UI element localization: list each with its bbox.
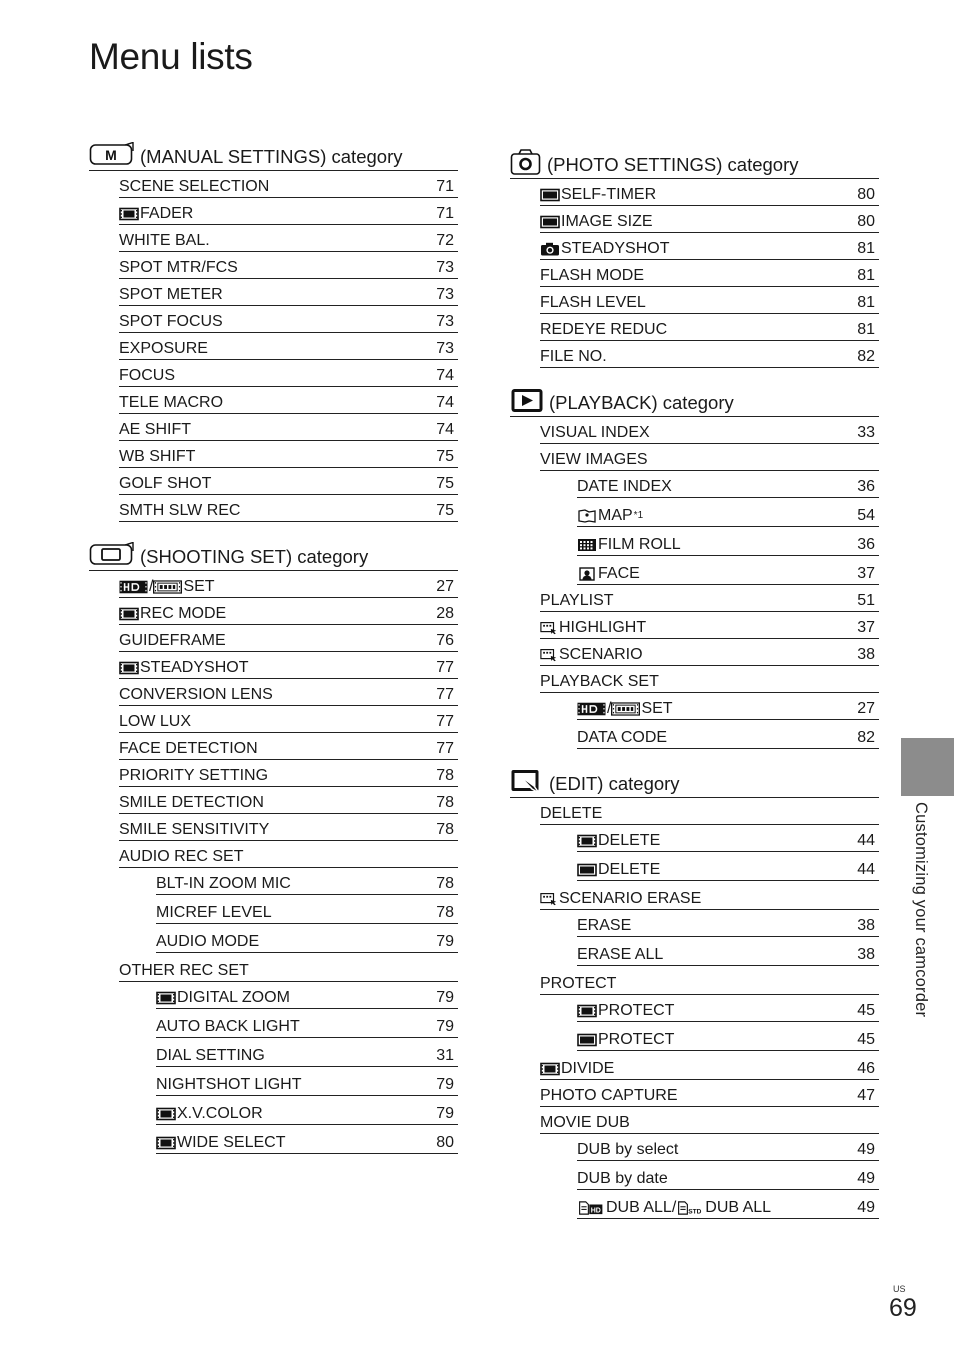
- page-number: 69: [889, 1294, 917, 1322]
- photo-icon: [577, 1033, 597, 1047]
- dub-hd-icon: [577, 1201, 605, 1215]
- menu-item-rec-mode[interactable]: REC MODE 28: [119, 598, 458, 625]
- movie-icon: [156, 991, 176, 1005]
- right-column: [510, 144, 879, 1233]
- manual-icon: [89, 142, 135, 168]
- menu-item-exposure[interactable]: EXPOSURE 73: [119, 333, 458, 360]
- menu-item-image-size[interactable]: IMAGE SIZE 80: [540, 206, 879, 233]
- movie-icon: [577, 834, 597, 848]
- menu-item-highlight[interactable]: HIGHLIGHT 37: [540, 612, 879, 639]
- menu-item-digital-zoom[interactable]: DIGITAL ZOOM 79: [156, 982, 458, 1009]
- menu-item-dub-all[interactable]: DUB ALL/ DUB ALL 49: [577, 1190, 879, 1219]
- menu-item-audio-rec-set[interactable]: AUDIO REC SET: [119, 841, 458, 868]
- menu-item-playback-hd-std-set[interactable]: / SET 27: [577, 693, 879, 720]
- menu-item-auto-back-light[interactable]: AUTO BACK LIGHT 79: [156, 1009, 458, 1038]
- menu-item-erase[interactable]: ERASE 38: [577, 910, 879, 937]
- playback-section: [510, 382, 879, 749]
- menu-item-photo-capture[interactable]: PHOTO CAPTURE 47: [540, 1080, 879, 1107]
- menu-item-wb-shift[interactable]: WB SHIFT 75: [119, 441, 458, 468]
- menu-item-view-images[interactable]: VIEW IMAGES: [540, 444, 879, 471]
- movie-icon: [156, 1136, 176, 1150]
- menu-item-photo-steadyshot[interactable]: STEADYSHOT 81: [540, 233, 879, 260]
- menu-item-spot-mtr-fcs[interactable]: SPOT MTR/FCS 73: [119, 252, 458, 279]
- menu-item-scenario[interactable]: SCENARIO 38: [540, 639, 879, 666]
- movie-icon: [119, 661, 139, 675]
- menu-item-smile-detection[interactable]: SMILE DETECTION 78: [119, 787, 458, 814]
- menu-item-ae-shift[interactable]: AE SHIFT 74: [119, 414, 458, 441]
- menu-item-file-no[interactable]: FILE NO. 82: [540, 341, 879, 368]
- menu-item-movie-dub[interactable]: MOVIE DUB: [540, 1107, 879, 1134]
- menu-item-redeye-reduc[interactable]: REDEYE REDUC 81: [540, 314, 879, 341]
- menu-item-low-lux[interactable]: LOW LUX 77: [119, 706, 458, 733]
- menu-item-nightshot-light[interactable]: NIGHTSHOT LIGHT 79: [156, 1067, 458, 1096]
- menu-item-delete-movie[interactable]: DELETE 44: [577, 825, 879, 852]
- photo-settings-section: [510, 144, 879, 368]
- menu-item-other-rec-set[interactable]: OTHER REC SET: [119, 953, 458, 982]
- menu-item-face-detection[interactable]: FACE DETECTION 77: [119, 733, 458, 760]
- menu-item-white-bal[interactable]: WHITE BAL. 72: [119, 225, 458, 252]
- menu-item-spot-focus[interactable]: SPOT FOCUS 73: [119, 306, 458, 333]
- menu-item-audio-mode[interactable]: AUDIO MODE 79: [156, 924, 458, 953]
- scenario-icon: [540, 892, 558, 906]
- menu-item-visual-index[interactable]: VISUAL INDEX 33: [540, 417, 879, 444]
- menu-item-dial-setting[interactable]: DIAL SETTING 31: [156, 1038, 458, 1067]
- menu-item-wide-select[interactable]: WIDE SELECT 80: [156, 1125, 458, 1154]
- menu-item-erase-all[interactable]: ERASE ALL 38: [577, 937, 879, 966]
- edit-section: [510, 763, 879, 1219]
- edit-header: [510, 763, 879, 798]
- menu-item-focus[interactable]: FOCUS 74: [119, 360, 458, 387]
- section-title: (MANUAL SETTINGS) category: [140, 146, 403, 167]
- menu-item-flash-mode[interactable]: FLASH MODE 81: [540, 260, 879, 287]
- menu-item-data-code[interactable]: DATA CODE 82: [577, 720, 879, 749]
- movie-icon: [540, 1062, 560, 1076]
- menu-item-playlist[interactable]: PLAYLIST 51: [540, 585, 879, 612]
- section-title: (PHOTO SETTINGS) category: [547, 154, 799, 175]
- movie-icon: [119, 607, 139, 621]
- page-title: Menu lists: [89, 36, 253, 77]
- menu-item-hd-std-set[interactable]: / SET 27: [119, 571, 458, 598]
- menu-item-film-roll[interactable]: FILM ROLL 36: [577, 527, 879, 556]
- side-tab-text: Customizing your camcorder: [912, 802, 930, 1018]
- menu-item-xv-color[interactable]: X.V.COLOR 79: [156, 1096, 458, 1125]
- menu-item-spot-meter[interactable]: SPOT METER 73: [119, 279, 458, 306]
- menu-item-protect-movie[interactable]: PROTECT 45: [577, 995, 879, 1022]
- edit-icon: [510, 767, 544, 795]
- svg-text:M: M: [105, 147, 117, 163]
- movie-icon: [119, 207, 139, 221]
- menu-item-blt-in-zoom-mic[interactable]: BLT-IN ZOOM MIC 78: [156, 868, 458, 895]
- dub-std-icon: [676, 1201, 704, 1215]
- menu-item-smile-sensitivity[interactable]: SMILE SENSITIVITY 78: [119, 814, 458, 841]
- shooting-set-header: [89, 536, 458, 571]
- shooting-set-section: [89, 536, 458, 1154]
- menu-item-divide[interactable]: DIVIDE 46: [540, 1051, 879, 1080]
- film-roll-icon: [577, 538, 597, 552]
- shooting-icon: [89, 542, 135, 568]
- movie-icon: [156, 1107, 176, 1121]
- playback-icon: [510, 386, 544, 414]
- menu-item-self-timer[interactable]: SELF-TIMER 80: [540, 179, 879, 206]
- menu-item-protect-photo[interactable]: PROTECT 45: [577, 1022, 879, 1051]
- menu-item-conversion-lens[interactable]: CONVERSION LENS 77: [119, 679, 458, 706]
- playback-header: [510, 382, 879, 417]
- page-region: US: [893, 1284, 906, 1294]
- menu-item-dub-by-select[interactable]: DUB by select 49: [577, 1134, 879, 1161]
- photo-icon: [540, 188, 560, 202]
- menu-item-guideframe[interactable]: GUIDEFRAME 76: [119, 625, 458, 652]
- section-title: (EDIT) category: [549, 773, 680, 794]
- menu-item-fader[interactable]: FADER 71: [119, 198, 458, 225]
- manual-settings-header: [89, 136, 458, 171]
- std-icon: [611, 702, 640, 716]
- manual-settings-section: [89, 136, 458, 522]
- movie-icon: [577, 1004, 597, 1018]
- side-tab: [901, 738, 954, 796]
- photo-settings-icon: [510, 148, 542, 176]
- camera-icon: [540, 242, 560, 256]
- menu-item-flash-level[interactable]: FLASH LEVEL 81: [540, 287, 879, 314]
- photo-icon: [540, 215, 560, 229]
- menu-item-map[interactable]: MAP *1 54: [577, 498, 879, 527]
- section-title: (SHOOTING SET) category: [140, 546, 369, 567]
- hd-icon: [577, 702, 606, 716]
- photo-settings-header: [510, 144, 879, 179]
- menu-item-playback-set[interactable]: PLAYBACK SET: [540, 666, 879, 693]
- photo-icon: [577, 863, 597, 877]
- menu-item-dub-by-date[interactable]: DUB by date 49: [577, 1161, 879, 1190]
- left-column: [89, 136, 458, 1168]
- menu-item-date-index[interactable]: DATE INDEX 36: [577, 471, 879, 498]
- menu-item-delete-photo[interactable]: DELETE 44: [577, 852, 879, 881]
- menu-item-face[interactable]: FACE 37: [577, 556, 879, 585]
- highlight-icon: [540, 621, 558, 635]
- scenario-icon: [540, 648, 558, 662]
- menu-item-delete[interactable]: DELETE: [540, 798, 879, 825]
- menu-item-tele-macro[interactable]: TELE MACRO 74: [119, 387, 458, 414]
- face-icon: [577, 567, 597, 581]
- menu-item-scene-selection[interactable]: SCENE SELECTION 71: [119, 171, 458, 198]
- menu-item-priority-setting[interactable]: PRIORITY SETTING 78: [119, 760, 458, 787]
- menu-item-smth-slw-rec[interactable]: SMTH SLW REC 75: [119, 495, 458, 522]
- section-title: (PLAYBACK) category: [549, 392, 734, 413]
- std-icon: [153, 580, 182, 594]
- menu-item-scenario-erase[interactable]: SCENARIO ERASE: [540, 881, 879, 910]
- menu-item-protect[interactable]: PROTECT: [540, 966, 879, 995]
- menu-item-micref-level[interactable]: MICREF LEVEL 78: [156, 895, 458, 924]
- map-icon: [577, 509, 597, 523]
- menu-item-golf-shot[interactable]: GOLF SHOT 75: [119, 468, 458, 495]
- menu-item-steadyshot[interactable]: STEADYSHOT 77: [119, 652, 458, 679]
- hd-icon: [119, 580, 148, 594]
